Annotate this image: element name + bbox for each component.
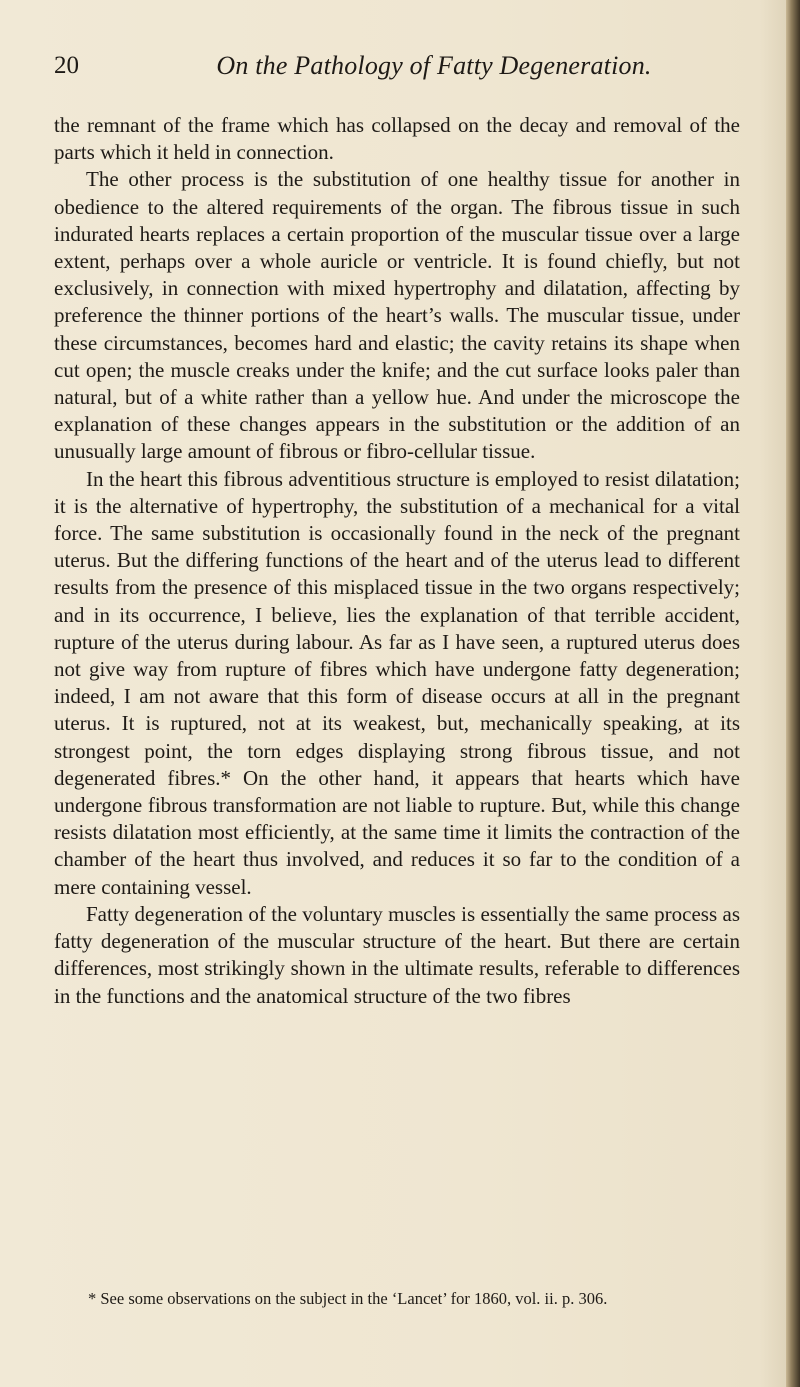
page-edge-shadow [786, 0, 800, 1387]
paragraph-substitution-process: The other process is the substitution of one healthy tissue for another in obedience to the altered requirements of the organ. The fibrous tissue in such indurated hearts replaces a certain proportion of the muscular tissue over a large extent, perhaps over a whole auricle or ventricle. It is found chiefly, but not exclusively, in connection with mixed hypertrophy and dilatation, affecting by preference the thinner portions of the heart’s walls. The muscular tissue, under these circumstances, becomes hard and elastic; the cavity retains its shape when cut open; the muscle creaks under the knife; and the cut surface looks paler than natural, but of a white rather than a yellow hue. And under the microscope the explanation of these changes appears in the substitution or the addition of an unusually large amount of fibrous or fibro-cellular tissue. [54, 167, 740, 464]
running-title: On the Pathology of Fatty Degeneration. [216, 51, 652, 80]
paragraph-voluntary-muscles: Fatty degeneration of the voluntary muscles is essentially the same process as fatty degeneration of the muscular structure of the heart. But there are certain differences, most strikingly shown in the ultimate results, referable to differences in the functions and the anatomical structure of the two fibres [54, 901, 740, 1008]
paragraph-continued: the remnant of the frame which has collapsed on the decay and removal of the parts which it held in connection. [54, 113, 740, 165]
footnote: * See some observations on the subject in the ‘Lancet’ for 1860, vol. ii. p. 306. [88, 1289, 608, 1308]
body-text [54, 112, 740, 1010]
paragraph-fibrous-structure: In the heart this fibrous adventitious structure is employed to resist dilatation; it is the alternative of hypertrophy, the substitution of a mechanical for a vital force. The same substitution is occasionally found in the neck of the pregnant uterus. But the differing functions of the heart and of the uterus lead to different results from the presence of this misplaced tissue in the two organs respectively; and in its occurrence, I believe, lies the explanation of that terrible accident, rupture of the uterus during labour. As far as I have seen, a ruptured uterus does not give way from rupture of fibres which have undergone fatty degeneration; indeed, I am not aware that this form of disease occurs at all in the pregnant uterus. It is ruptured, not at its weakest, but, mechanically speaking, at its strongest point, the torn edges displaying strong fibrous tissue, and not degenerated fibres.* On the other hand, it appears that hearts which have undergone fibrous transformation are not liable to rupture. But, while this change resists dilatation most efficiently, at the same time it limits the contraction of the chamber of the heart thus involved, and reduces it so far to the condition of a mere containing vessel. [54, 466, 740, 899]
page-number: 20 [54, 52, 79, 79]
page-header [54, 50, 744, 90]
